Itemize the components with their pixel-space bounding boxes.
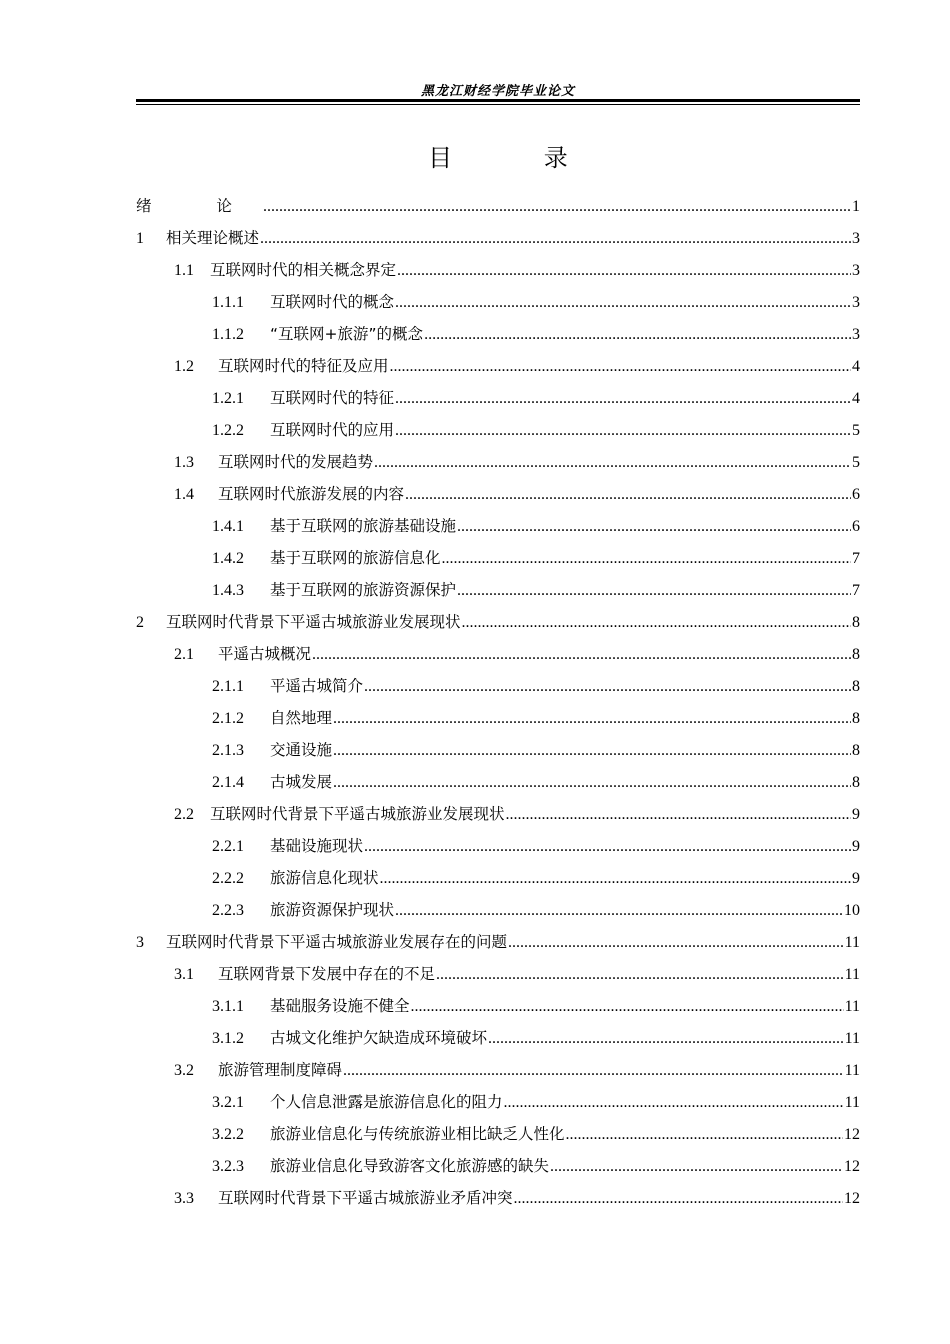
toc-entry-page: 12 [844,1158,860,1175]
toc-entry[interactable] [136,1022,860,1054]
toc-entry-number: 2.1.4 [212,774,244,791]
toc-entry-page: 12 [844,1126,860,1143]
toc-entry-text: 基于互联网的旅游信息化 [270,549,441,567]
toc-entry-text: 互联网时代背景下平遥古城旅游业发展现状 [210,805,505,823]
toc-entry-text: 互联网时代背景下平遥古城旅游业发展现状 [166,613,461,631]
toc-entry-text: 个人信息泄露是旅游信息化的阻力 [270,1093,503,1111]
toc-entry-page: 12 [844,1190,860,1207]
toc-entry-text: 平遥古城简介 [270,677,364,695]
toc-entry-number: 1.4 [174,486,194,503]
toc-entry-page: 11 [844,1094,860,1111]
toc-entry[interactable] [136,510,860,542]
toc-entry-page: 7 [852,582,860,599]
toc-entry-number: 1.1.1 [212,294,244,311]
toc-entry-page: 9 [852,838,860,855]
toc-entry-text: 自然地理 [270,709,333,727]
toc-entry-number: 1.4.1 [212,518,244,535]
toc-entry[interactable] [136,606,860,638]
toc-entry-number: 2.1 [174,646,194,663]
toc-entry-text: 互联网时代背景下平遥古城旅游业发展存在的问题 [166,933,508,951]
toc-leader [457,575,851,607]
toc-leader [566,1119,843,1151]
toc-entry-page: 5 [852,422,860,439]
toc-entry-page: 11 [844,998,860,1015]
toc-leader [312,639,851,671]
toc-leader [411,991,844,1023]
toc-entry[interactable] [136,446,860,478]
toc-leader [395,383,851,415]
toc-entry-text: 相关理论概述 [166,229,260,247]
toc-entry-number: 1.3 [174,454,194,471]
toc-entry-text: 旅游业信息化导致游客文化旅游感的缺失 [270,1157,550,1175]
toc-entry[interactable] [136,958,860,990]
toc-entry-number: 1.1 [174,262,194,279]
toc-leader [380,863,851,895]
toc-leader [436,959,844,991]
toc-entry-text: 古城发展 [270,773,333,791]
toc-entry[interactable] [136,766,860,798]
toc-entry-number: 3.2.3 [212,1158,244,1175]
toc-leader [424,319,851,351]
toc-leader [343,1055,844,1087]
toc-entry-page: 11 [844,966,860,983]
toc-entry-text: 绪 论 [136,197,262,215]
toc-entry[interactable] [136,926,860,958]
toc-entry-number: 2.2 [174,806,194,823]
toc-entry[interactable] [136,1054,860,1086]
toc-entry-number: 2 [136,614,144,631]
toc-leader [374,447,851,479]
toc-entry[interactable] [136,734,860,766]
toc-entry-number: 1.2 [174,358,194,375]
toc-entry-page: 8 [852,710,860,727]
toc-entry-text: 互联网时代的应用 [270,421,395,439]
toc-entry-text: 基础服务设施不健全 [270,997,410,1015]
toc-leader [395,895,843,927]
toc-entry-text: 互联网时代的相关概念界定 [210,261,397,279]
toc-entry-number: 1.4.2 [212,550,244,567]
toc-entry-text: 互联网时代背景下平遥古城旅游业矛盾冲突 [218,1189,513,1207]
toc-leader [462,607,851,639]
toc-entry-number: 3.2 [174,1062,194,1079]
toc-entry-page: 3 [852,262,860,279]
toc-entry-number: 3.3 [174,1190,194,1207]
toc-entry-number: 3.1 [174,966,194,983]
toc-leader [550,1151,843,1183]
toc-entry-page: 3 [852,230,860,247]
toc-leader [260,223,851,255]
toc-entry-page: 11 [844,1030,860,1047]
toc-entry[interactable] [136,350,860,382]
table-of-contents [136,190,860,1214]
toc-entry-page: 11 [844,1062,860,1079]
toc-leader [395,287,851,319]
toc-entry-page: 10 [844,902,860,919]
toc-entry-text: 古城文化维护欠缺造成环境破坏 [270,1029,488,1047]
toc-entry-page: 1 [852,198,860,215]
toc-leader [364,831,851,863]
toc-entry[interactable] [136,702,860,734]
toc-entry-text: 旅游业信息化与传统旅游业相比缺乏人性化 [270,1125,565,1143]
toc-leader [390,351,851,383]
toc-leader [405,479,851,511]
running-header: 黑龙江财经学院毕业论文 [420,84,575,99]
toc-entry-page: 5 [852,454,860,471]
toc-entry-number: 3.1.2 [212,1030,244,1047]
toc-entry-page: 8 [852,774,860,791]
toc-entry-page: 6 [852,486,860,503]
toc-entry-text: 旅游资源保护现状 [270,901,395,919]
toc-entry-number: 1.1.2 [212,326,244,343]
toc-entry[interactable] [136,1118,860,1150]
toc-leader [457,511,851,543]
toc-entry-text: 互联网背景下发展中存在的不足 [218,965,436,983]
toc-entry-text: 交通设施 [270,741,333,759]
toc-leader [333,735,851,767]
toc-entry-number: 2.2.3 [212,902,244,919]
toc-entry-text: 平遥古城概况 [218,645,312,663]
toc-entry-number: 1.2.2 [212,422,244,439]
toc-entry[interactable] [136,574,860,606]
toc-entry-text: 互联网时代旅游发展的内容 [218,485,405,503]
toc-title: 目 录 [428,144,610,172]
toc-entry-number: 2.1.1 [212,678,244,695]
toc-entry[interactable] [136,1182,860,1214]
toc-entry[interactable] [136,670,860,702]
toc-entry[interactable] [136,222,860,254]
toc-entry-page: 3 [852,294,860,311]
toc-entry[interactable] [136,1086,860,1118]
toc-entry-text: 旅游信息化现状 [270,869,379,887]
toc-entry-text: 互联网时代的概念 [270,293,395,311]
toc-entry-page: 7 [852,550,860,567]
toc-entry-page: 4 [852,358,860,375]
toc-leader [333,703,851,735]
toc-entry[interactable] [136,1150,860,1182]
toc-entry-page: 8 [852,614,860,631]
toc-entry-text: 互联网时代的特征 [270,389,395,407]
toc-entry-number: 2.2.2 [212,870,244,887]
toc-entry-text: 旅游管理制度障碍 [218,1061,343,1079]
toc-leader [263,191,851,223]
toc-entry[interactable] [136,990,860,1022]
toc-entry-text: 互联网时代的特征及应用 [218,357,389,375]
toc-entry-number: 3.1.1 [212,998,244,1015]
toc-entry-page: 6 [852,518,860,535]
toc-entry[interactable] [136,542,860,574]
toc-leader [395,415,851,447]
toc-entry[interactable] [136,862,860,894]
toc-leader [504,1087,844,1119]
toc-entry-page: 9 [852,870,860,887]
toc-entry-text: 基于互联网的旅游资源保护 [270,581,457,599]
toc-leader [514,1183,843,1215]
toc-leader [508,927,844,959]
toc-leader [364,671,851,703]
toc-entry-number: 3.2.1 [212,1094,244,1111]
header-rule-thick [136,99,860,102]
toc-entry-page: 9 [852,806,860,823]
toc-leader [488,1023,844,1055]
toc-entry-number: 3.2.2 [212,1126,244,1143]
toc-leader [333,767,851,799]
toc-entry-text: 互联网时代的发展趋势 [218,453,374,471]
toc-entry-intro[interactable] [136,190,860,222]
toc-entry-page: 3 [852,326,860,343]
toc-entry-number: 1.2.1 [212,390,244,407]
toc-entry[interactable] [136,638,860,670]
toc-entry-number: 2.1.3 [212,742,244,759]
toc-entry-page: 8 [852,646,860,663]
toc-leader [397,255,851,287]
toc-entry[interactable] [136,414,860,446]
toc-leader [442,543,851,575]
toc-entry[interactable] [136,830,860,862]
toc-leader [506,799,851,831]
toc-entry[interactable] [136,382,860,414]
toc-entry[interactable] [136,894,860,926]
toc-entry-number: 1.4.3 [212,582,244,599]
toc-entry[interactable] [136,254,860,286]
toc-entry-number: 3 [136,934,144,951]
toc-entry-number: 1 [136,230,144,247]
toc-entry-page: 8 [852,742,860,759]
toc-entry[interactable] [136,318,860,350]
toc-entry-number: 2.2.1 [212,838,244,855]
toc-entry-text: 基础设施现状 [270,837,364,855]
toc-entry[interactable] [136,286,860,318]
toc-entry-text: 基于互联网的旅游基础设施 [270,517,457,535]
toc-entry-text: “互联网+旅游”的概念 [270,325,424,343]
toc-entry[interactable] [136,798,860,830]
toc-entry[interactable] [136,478,860,510]
toc-entry-page: 11 [844,934,860,951]
toc-entry-page: 4 [852,390,860,407]
toc-entry-number: 2.1.2 [212,710,244,727]
toc-entry-page: 8 [852,678,860,695]
header-rule-thin [136,104,860,105]
